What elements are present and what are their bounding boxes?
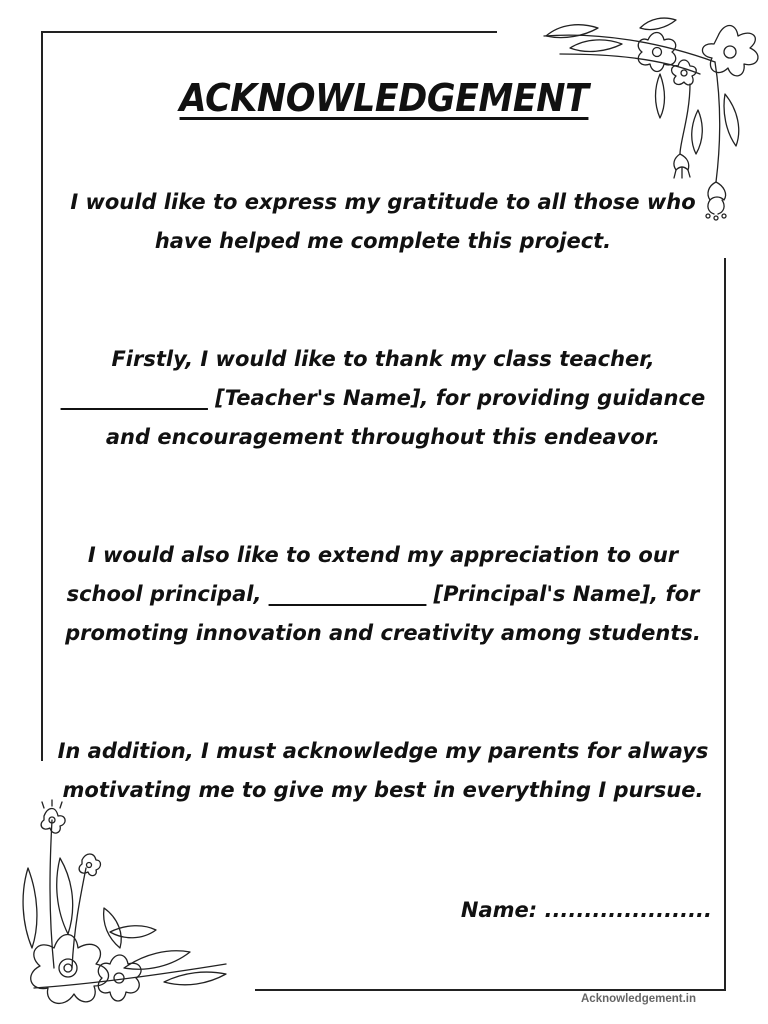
page-border-bottom <box>255 989 726 991</box>
page-border-top <box>42 31 497 33</box>
site-watermark: Acknowledgement.in <box>581 993 697 1005</box>
parents-paragraph: In addition, I must acknowledge my parents for always motivating me to give my best in everything I pursue. <box>57 739 709 802</box>
teacher-paragraph: Firstly, I would like to thank my class teacher, ______________ [Teacher's Name], for providing guidance and encouragement throughout this endeavor. <box>60 347 706 449</box>
page-border-right <box>724 258 726 990</box>
floral-corner-bottom-left-icon <box>14 798 254 1008</box>
page-title: ACKNOWLEDGEMENT <box>179 76 589 120</box>
principal-paragraph: I would also like to extend my appreciation to our school principal, _______________ [Principal's Name], for promoting innovation and creativity among students. <box>65 543 701 645</box>
page-border-left <box>41 31 43 761</box>
name-signature-line: Name: ..................... <box>460 898 712 922</box>
intro-paragraph: I would like to express my gratitude to all those who have helped me complete this project. <box>70 190 696 253</box>
